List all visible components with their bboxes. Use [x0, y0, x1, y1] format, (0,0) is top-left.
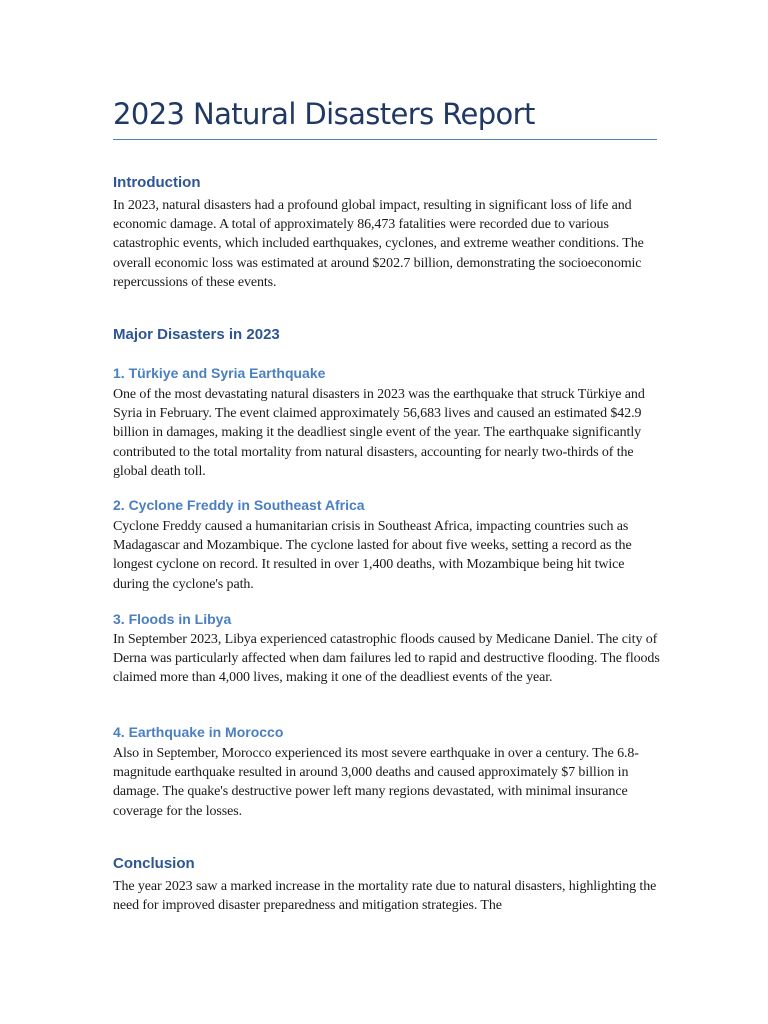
turkiye-syria-earthquake-heading: 1. Türkiye and Syria Earthquake: [113, 365, 326, 381]
libya-floods-paragraph: In September 2023, Libya experienced catastrophic floods caused by Medicane Daniel. The city of Derna was particularly affected when dam failures led to rapid and destructive flooding. The floods claimed more than 4,000 lives, making it one of the deadliest events of the year.: [113, 632, 660, 686]
cyclone-freddy-heading: 2. Cyclone Freddy in Southeast Africa: [113, 497, 365, 513]
conclusion-paragraph: The year 2023 saw a marked increase in the mortality rate due to natural disasters, highlighting the need for improved disaster preparedness and mitigation strategies. The: [113, 879, 657, 914]
cyclone-freddy-paragraph: Cyclone Freddy caused a humanitarian crisis in Southeast Africa, impacting countries such as Madagascar and Mozambique. The cyclone lasted for about five weeks, setting a record as the longest cyclone on record. It resulted in over 1,400 deaths, with Mozambique being hit twice during the cyclone's path.: [113, 519, 632, 592]
title-underline-rule: [113, 139, 657, 140]
morocco-earthquake-heading: 4. Earthquake in Morocco: [113, 724, 284, 740]
document-title: 2023 Natural Disasters Report: [113, 97, 535, 131]
introduction-paragraph: In 2023, natural disasters had a profound global impact, resulting in significant loss of life and economic damage. A total of approximately 86,473 fatalities were recorded due to various catastrophic events, which included earthquakes, cyclones, and extreme weather conditions. The overall economic loss was estimated at around $202.7 billion, demonstrating the socioeconomic repercussions of these events.: [113, 198, 644, 290]
morocco-earthquake-paragraph: Also in September, Morocco experienced its most severe earthquake in over a century. The 6.8-magnitude earthquake resulted in around 3,000 deaths and caused approximately $7 billion in damage. The quake's destructive power left many regions devastated, with minimal insurance coverage for the losses.: [113, 746, 639, 819]
libya-floods-heading: 3. Floods in Libya: [113, 611, 232, 627]
conclusion-heading: Conclusion: [113, 855, 195, 872]
introduction-heading: Introduction: [113, 174, 201, 191]
turkiye-syria-earthquake-paragraph: One of the most devastating natural disasters in 2023 was the earthquake that struck Türkiye and Syria in February. The event claimed approximately 56,683 lives and caused an estimated $42.9 billion in damages, making it the deadliest single event of the year. The earthquake significantly contributed to the total mortality from natural disasters, accounting for nearly two-thirds of the global death toll.: [113, 387, 645, 479]
major-disasters-heading: Major Disasters in 2023: [113, 326, 280, 343]
